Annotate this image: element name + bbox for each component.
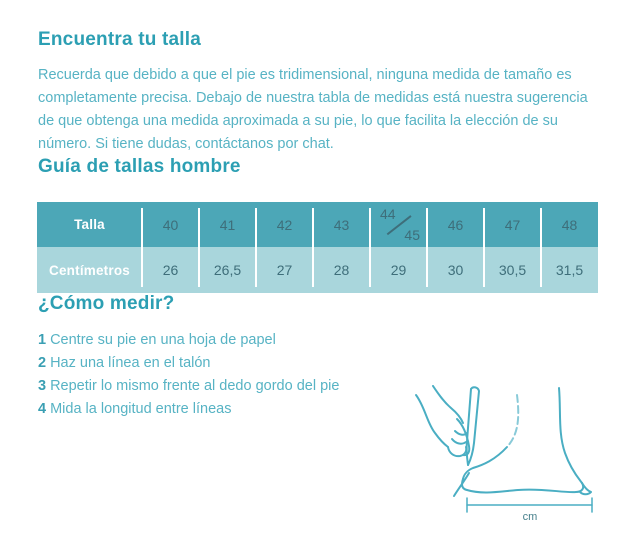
step-number: 4 <box>38 401 47 417</box>
cm-cell: 28 <box>333 262 350 278</box>
size-cell: 42 <box>276 216 293 233</box>
column-divider <box>483 208 485 287</box>
finger-line <box>448 447 466 456</box>
heel-flick <box>580 483 591 494</box>
dimension-line <box>467 498 592 512</box>
column-divider <box>312 208 314 287</box>
cm-cell: 30,5 <box>498 262 527 278</box>
column-divider <box>255 208 257 287</box>
step-text: Centre su pie en una hoja de papel <box>50 332 276 348</box>
size-guide-section <box>38 156 605 293</box>
size-cell: 47 <box>504 216 521 233</box>
size-cell-44-45 <box>370 202 427 247</box>
step-number: 3 <box>38 378 47 394</box>
size-cell: 46 <box>447 216 464 233</box>
cm-unit-label: cm <box>522 511 538 523</box>
size-cell: 48 <box>561 216 578 233</box>
finger-line <box>452 439 466 444</box>
step-text: Repetir lo mismo frente al dedo gordo del pie <box>50 378 340 394</box>
column-divider <box>369 208 371 287</box>
size-cell: 41 <box>219 216 236 233</box>
find-size-section <box>38 0 605 156</box>
step-number: 2 <box>38 355 47 371</box>
shin-front-line <box>507 395 518 447</box>
column-divider <box>426 208 428 287</box>
page-content <box>38 0 605 421</box>
foot-measure-drawing <box>413 385 605 527</box>
cm-cell: 30 <box>447 262 464 278</box>
size-cell: 43 <box>333 216 350 233</box>
cm-cell: 26 <box>162 262 179 278</box>
size-guide-title: Guía de tallas hombre <box>38 156 241 177</box>
find-size-description: Recuerda que debido a que el pie es tridimensional, ninguna medida de tamaño es completamente precisa. Debajo de nuestra tabla de medidas está nuestra sugerencia de que obtenga una medida aproximada a su pie, lo que facilita la elección de su número. Si tiene dudas, contáctanos por chat. <box>38 67 588 152</box>
measure-step <box>38 329 605 352</box>
measure-step <box>38 352 605 375</box>
size-table-row-cms <box>37 247 598 293</box>
heel-back-line <box>559 388 582 483</box>
size-table-row-sizes <box>37 202 598 247</box>
column-divider <box>141 208 143 287</box>
size-45: 45 <box>404 227 420 243</box>
cm-cell: 31,5 <box>555 262 584 278</box>
foot-measure-illustration <box>413 385 605 527</box>
find-size-title: Encuentra tu talla <box>38 29 202 50</box>
column-divider <box>540 208 542 287</box>
size-44: 44 <box>380 206 396 222</box>
cm-row-label: Centímetros <box>49 262 130 278</box>
cm-cell: 29 <box>390 262 407 278</box>
how-to-measure-title: ¿Cómo medir? <box>38 293 175 314</box>
size-row-label: Talla <box>74 217 105 232</box>
sole-line <box>467 483 583 492</box>
step-text: Mida la longitud entre líneas <box>50 401 232 417</box>
size-table <box>37 202 598 293</box>
hand-outline <box>416 395 448 447</box>
size-cell: 40 <box>162 216 179 233</box>
step-number: 1 <box>38 332 47 348</box>
cm-cell: 27 <box>276 262 293 278</box>
column-divider <box>198 208 200 287</box>
step-text: Haz una línea en el talón <box>50 355 211 371</box>
hand-top-edge <box>433 386 463 423</box>
cm-cell: 26,5 <box>213 262 242 278</box>
